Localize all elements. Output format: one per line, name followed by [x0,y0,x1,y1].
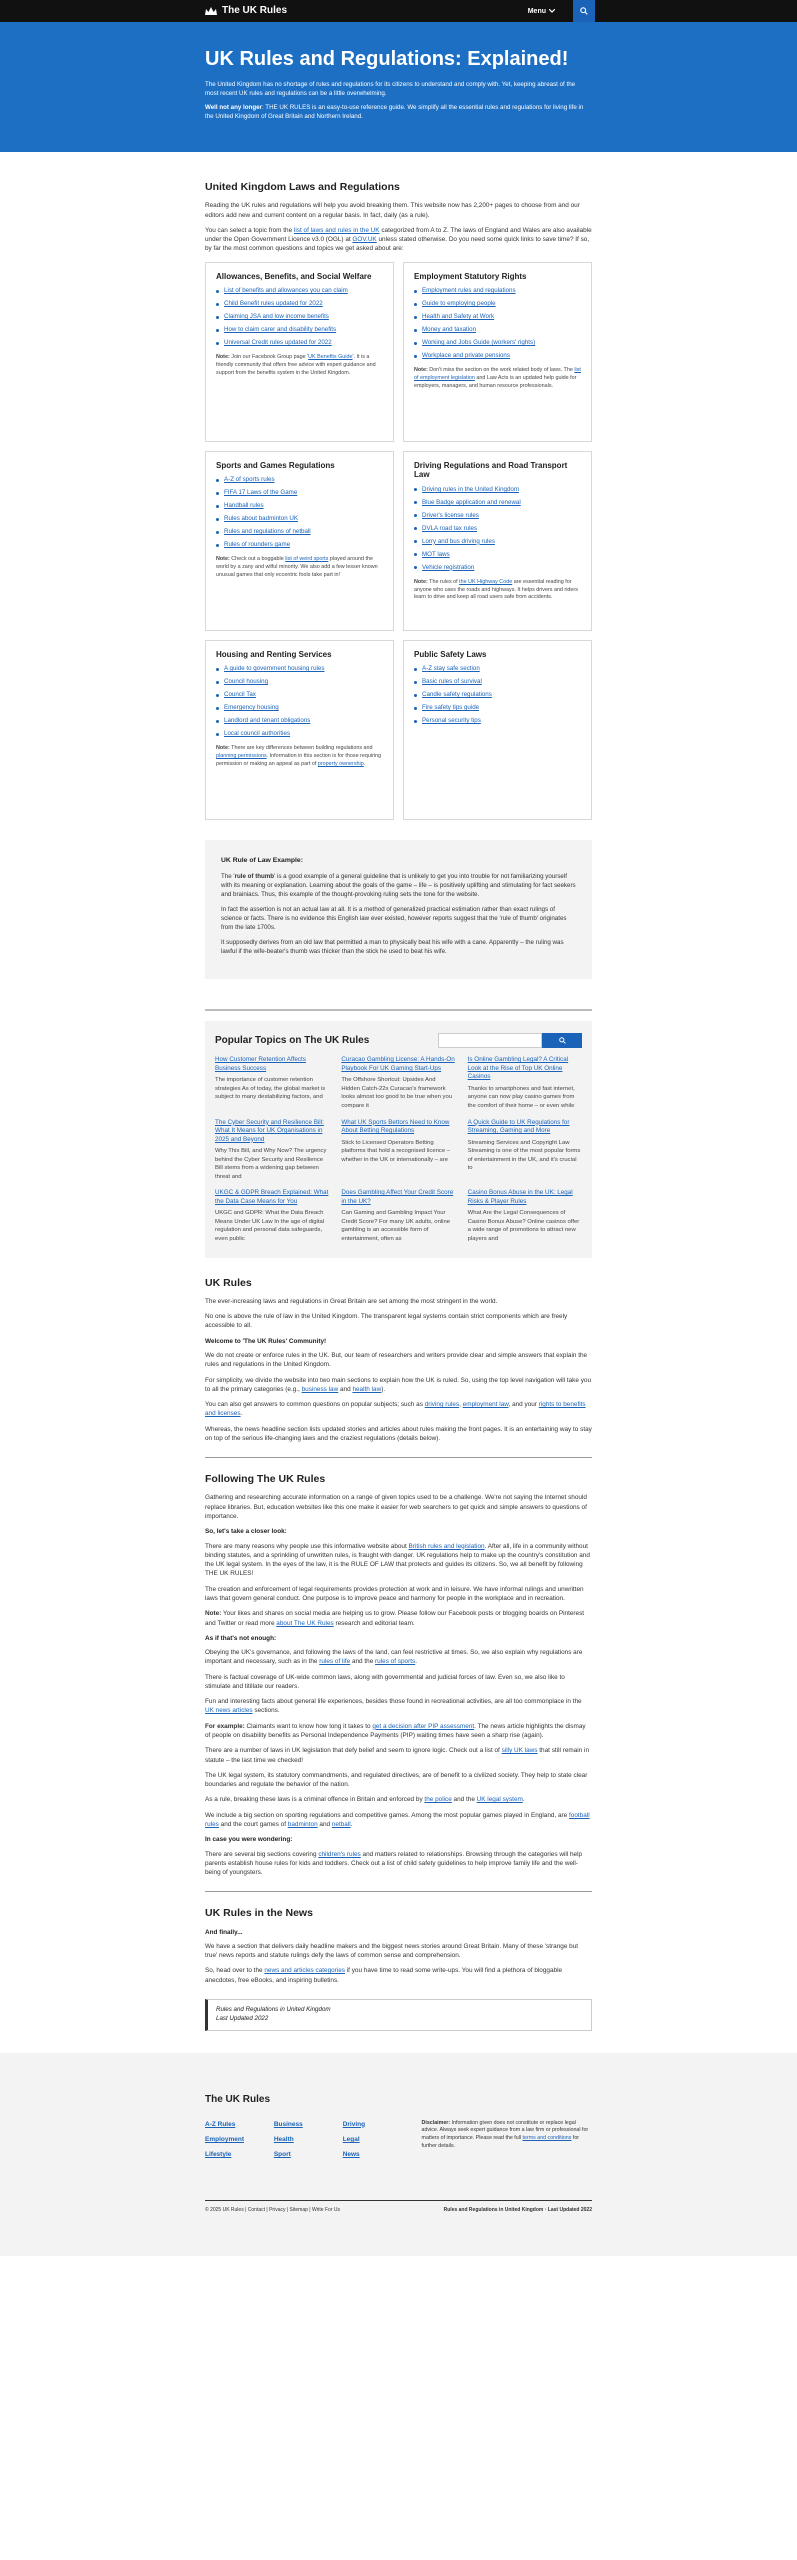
footer-link[interactable]: Business [273,2120,303,2128]
bold-term: rule of thumb [234,873,275,881]
paragraph: Gathering and researching accurate information on a range of given topics used to be a challenge. We're not saying the Internet should replace libraries. But, education websites like this one make it easier for web searchers to get quick and simple answers to questions of importance. [205,1494,587,1520]
text: that still remain in statute – the last time we checked! [205,1747,589,1764]
card-link[interactable]: Handball rules [224,502,264,510]
list-item [216,502,383,511]
text: . [240,1410,243,1418]
list-item [414,551,581,560]
popular-header [215,1033,582,1048]
rule-box-title: UK Rule of Law Example: [221,856,303,864]
subheading: In case you were wondering: [205,1836,293,1844]
topic-excerpt: Why This Bill, and Why Now? The urgency behind the Cyber Security and Resilience Bill stems from a widening gap between threat and [215,1148,327,1180]
text: , [459,1401,463,1409]
text: For simplicity, we divide the website into two main sections to explain how the UK is ruled. So, using the top level navigation will take you to all the primary categories (e.g., [205,1376,591,1393]
card-link[interactable]: Driving rules in the United Kingdom [422,485,519,493]
footer-column [343,2120,392,2166]
update-title: Rules and Regulations in United Kingdom [216,2006,331,2014]
list-item [216,678,383,687]
card-link[interactable]: Blue Badge application and renewal [422,498,521,506]
topic-item [215,1056,329,1110]
intro-paragraph-links [205,226,592,254]
paragraph [205,1966,592,1985]
police-link[interactable]: the police [424,1796,452,1804]
footer-link[interactable]: News [342,2151,360,2159]
crown-icon [205,7,217,16]
topic-item [341,1056,455,1110]
news-heading: UK Rules in the News [205,1907,313,1920]
paragraph [205,1697,592,1716]
text: UK regulations help to make up the country's constitution and the UK legal system. In the eyes of the law, it is the RULE OF LAW that protects and guides its citizens. So, we all benefit by following THE UK RULES! [205,1551,590,1578]
text: Obeying the UK's governance, and following the laws of the land, can feel restrictive at times. So, we also explain why regulations are important and necessary, such as in the [205,1649,583,1666]
silly-laws-link[interactable]: silly UK laws [501,1747,538,1755]
topic-item [215,1119,329,1182]
driving-rules-link[interactable]: driving rules [424,1401,460,1409]
topic-link[interactable]: A Quick Guide to UK Regulations for Streaming, Gaming and More [467,1118,570,1135]
list-item [216,541,383,550]
card-link[interactable]: Rules of rounders game [224,541,291,549]
list-item [414,300,581,309]
card-title: Driving Regulations and Road Transport Law [414,460,568,480]
hero-intro: The United Kingdom has no shortage of rules and regulations for its citizens to understand and comply with. Yet, keeping abreast of the most recent UK rules and regulations can be a little overwhelming. [205,81,576,98]
card-note [414,367,581,390]
text: As a rule, breaking these laws is a criminal offence in Britain and enforced by [205,1796,425,1804]
list-item [414,564,581,573]
topic-link[interactable]: Is Online Gambling Legal? A Critical Look at the Rise of Top UK Online Casinos [467,1056,569,1081]
hero-banner [0,22,797,152]
card-link[interactable]: Employment rules and regulations [422,287,516,295]
text: and [317,1821,332,1828]
govuk-link[interactable]: GOV.UK [352,236,377,244]
note-link[interactable]: planning permissions [216,752,267,759]
card-link[interactable]: Personal security tips [422,717,481,725]
text: Don't miss the section on the work related body of laws. The [427,367,575,374]
paragraph [205,1609,592,1628]
text: if you have time to read some write-ups. You will find a plethora of bloggable anecdotes, free eBooks, and inspiring bulletins. [205,1967,563,1984]
footer-links [205,2120,592,2166]
topic-excerpt: The importance of customer retention strategies As of today, the global market is subject to many destabilizing factors, and [215,1077,326,1101]
popular-title: Popular Topics on The UK Rules [215,1034,370,1046]
text: . After all, life in a community without binding statutes, and a sprinkling of unwritten rules, is fraught with danger. [205,1542,588,1559]
card-link[interactable]: Basic rules of survival [422,678,482,686]
topic-excerpt: Thanks to smartphones and fast internet, anyone can now play casino games from the comfort of their home – or even while [467,1085,575,1109]
card-benefits [205,262,394,442]
text: The ' [221,873,235,881]
paragraph: The creation and enforcement of legal requirements provides protection at work and in leisure. We have informal rulings and unwritten laws that govern general conduct. One purpose is to improve peace and harmony for people in the workplace and in recreation. [205,1585,584,1602]
text: Claimants want to know how long it takes to [244,1722,373,1730]
card-housing [205,640,394,820]
card-link-list [414,665,581,726]
note-link[interactable]: UK Benefits Guide [308,354,353,361]
menu-label: Menu [527,7,546,15]
topic-link[interactable]: What UK Sports Bettors Need to Know About Betting Regulations [341,1118,450,1135]
text: . [415,1658,417,1666]
following-heading: Following The UK Rules [205,1473,326,1486]
card-link-list [414,287,581,361]
site-logo[interactable] [205,4,287,19]
list-item [414,538,581,547]
page-title: UK Rules and Regulations: Explained! [205,48,569,70]
paragraph [205,1722,592,1741]
text: Information given does not constitute or replace legal advice. Always seek expert guidance from a law firm or professional for matters of importance. Please read the full [421,2119,589,2142]
footer-link[interactable]: Sport [273,2151,291,2159]
laws-list-link[interactable]: list of laws and rules in the UK [293,226,380,234]
card-link-list [216,287,383,348]
list-item [414,512,581,521]
subheading: And finally... [205,1928,243,1936]
list-item [216,730,383,739]
topic-excerpt: The Offshore Shortcut: Upsides And Hidden Catch-22s Curacao's framework looks almost too good to be true when you compare it [341,1077,453,1110]
paragraph: The ever-increasing laws and regulations in Great Britain are set among the most stringent in the world. [205,1297,498,1305]
footer-link[interactable]: A-Z Rules [205,2120,236,2128]
card-link[interactable]: How to claim carer and disability benefits [224,326,337,334]
paragraph: The UK legal system, its statutory commandments, and regulated directives, are of benefit to a civilized society. They help to state clear boundaries and regulate the behavior of the nation. [205,1771,588,1789]
text: sections. [252,1707,280,1715]
card-note [414,579,581,602]
topic-item [468,1189,582,1243]
note-label: Note: [414,578,428,585]
list-item [216,691,383,700]
card-link[interactable]: Workplace and private pensions [422,352,510,360]
employment-law-link[interactable]: employment law [462,1401,509,1409]
topic-item [341,1189,455,1243]
news-articles-link[interactable]: UK news articles [205,1707,253,1715]
card-link[interactable]: Lorry and bus driving rules [422,537,495,545]
benefits-link[interactable]: rights to benefits and licenses [205,1401,586,1418]
card-title: Sports and Games Regulations [216,460,335,470]
note-label: Note: [216,354,230,361]
pip-decision-link[interactable]: get a decision after PIP assessment [372,1722,475,1730]
text: There are many reasons why people use this informative website about [205,1542,409,1550]
footer-column [205,2120,254,2166]
card-sports [205,451,394,631]
paragraph [205,1542,592,1579]
section-divider [205,1457,592,1458]
rule-paragraph: In fact the assertion is not an actual law at all. It is a method of generalized practical estimation rather than exact rulings of science or facts. There is no evidence this English law ever existed, however reports suggest that the 'rule of thumb' originates from the late 1700s. [221,906,567,932]
text: Check out a boggable [229,556,286,563]
topic-item [341,1119,455,1182]
card-link[interactable]: Emergency housing [224,704,279,712]
section-divider [205,1009,592,1011]
list-item [414,678,581,687]
business-law-link[interactable]: business law [301,1385,339,1393]
text: Fun and interesting facts about general life experiences, besides those found in recreational activities, are all too commonplace in the [205,1698,582,1706]
text: categorized from A to Z. The laws of England and Wales are also available under the Open Government Licence v3.0 (OGL) at [205,226,592,244]
text: and matters related to relationships. Browsing through the categories will help parents establish house rules for kids and toddlers. Check out a list of child safety guidelines to help improve family life and the well-being of youngsters. [205,1850,583,1877]
text: You can select a topic from the [205,226,294,234]
text: . [363,760,366,767]
card-link[interactable]: Health and Safety at Work [422,313,495,321]
paragraph [205,1795,592,1804]
brand-name: The UK Rules [222,4,288,16]
topic-link[interactable]: UKGC & GDPR Breach Explained: What the Data Case Means for You [215,1189,329,1205]
text: There are several big sections covering [205,1850,319,1858]
topic-link[interactable]: Casino Bonus Abuse in the UK: Legal Risks & Player Rules [467,1189,573,1205]
example-label: For example: [205,1722,245,1730]
text: played around the world by a zany and wilful minority. We also add a few lesser known unusual games that only eccentric fools take part in! [216,556,378,578]
list-item [216,300,383,309]
note-link[interactable]: list of employment legislation [414,367,581,381]
subheading: So, let's take a closer look: [205,1528,287,1536]
search-button[interactable] [573,0,595,22]
chevron-down-icon [549,9,555,13]
card-link-list [216,476,383,550]
card-title: Employment Statutory Rights [414,271,527,281]
about-link[interactable]: about The UK Rules [276,1619,334,1627]
topic-item [468,1119,582,1182]
update-date: Last Updated 2022 [216,2015,269,2023]
card-link[interactable]: A-Z stay safe section [422,665,480,673]
card-link[interactable]: Local council authorities [224,730,291,738]
footer-link[interactable]: Driving [342,2120,366,2128]
list-item [216,665,383,674]
text: research and editorial team. [333,1619,415,1627]
search-icon [559,1037,566,1044]
footer-updated: Rules and Regulations in United Kingdom · Last Updated 2022 [443,2206,592,2213]
list-item [414,691,581,700]
text: Your likes and shares on social media are helping us to grow. Please follow our Facebook posts or blogging boards on Pinterest and Twitter or read more [205,1610,585,1627]
paragraph [205,1746,592,1765]
footer-link[interactable]: Health [273,2135,294,2143]
footer-link[interactable]: Lifestyle [205,2151,232,2159]
topic-link[interactable]: The Cyber Security and Resilience Bill: What It Means for UK Organisations in 2025 and Beyond [215,1118,324,1143]
rule-paragraph: It supposedly derives from an old law that permitted a man to physically beat his wife with a cane. Apparently – the ruling was lawful if the wife-beater's thumb was thicker than the stick he used to beat his wife. [221,939,564,956]
card-link[interactable]: Guide to employing people [422,300,496,308]
topic-item [215,1189,329,1243]
search-input[interactable] [438,1033,542,1048]
topic-excerpt: Can Gaming and Gambling Impact Your Credit Score? For many UK adults, online gambling is an accessible form of entertainment, often as [341,1210,451,1243]
list-item [414,313,581,322]
card-link[interactable]: Universal Credit rules updated for 2022 [224,339,332,347]
footer-column [274,2120,323,2166]
netball-link[interactable]: netball [331,1821,351,1828]
topic-link[interactable]: Does Gambling Affect Your Credit Score in the UK? [341,1189,454,1205]
footer-title: The UK Rules [205,2094,271,2105]
list-item [414,499,581,508]
text: We include a big section on sporting regulations and competitive games. Among the most popular games played in England, are [205,1811,570,1819]
card-link[interactable]: MOT laws [422,550,450,558]
top-actions [520,0,797,22]
list-item [414,287,581,296]
paragraph: We do not create or enforce rules in the UK. But, our team of researchers and writers provide clear and simple answers that explain the rules and regulations in the United Kingdom. [205,1351,588,1369]
card-link[interactable]: Landlord and tenant obligations [224,717,311,725]
list-item [414,486,581,495]
list-item [216,704,383,713]
text: and [338,1385,353,1393]
card-link-list [216,665,383,739]
card-note [216,556,383,579]
list-item [414,326,581,335]
list-item [414,665,581,674]
menu-button[interactable] [520,0,563,22]
card-note [216,354,383,377]
list-item [216,287,383,296]
legal-system-link[interactable]: UK legal system [476,1796,523,1804]
list-item [414,525,581,534]
text: unless stated otherwise. Do you need some quick links to save time? If so, by far the most common questions and topics we get asked about are: [205,236,590,253]
health-law-link[interactable]: health law [352,1385,382,1393]
note-label: Note: [205,1610,222,1618]
card-link[interactable]: Rules about badminton UK [224,515,298,523]
card-title: Housing and Renting Services [216,649,332,659]
topic-item [468,1056,582,1110]
note-link[interactable]: the UK Highway Code [459,578,513,585]
top-navigation-bar [0,0,797,22]
section-divider [205,1891,592,1892]
card-link[interactable]: Fire safety tips guide [422,704,480,712]
note-label: Note: [216,556,230,563]
card-link[interactable]: DVLA road tax rules [422,524,478,532]
topic-excerpt: UKGC and GDPR: What the Data Breach Means Under UK Law In the age of digital regulation and personal data safeguards, even public [215,1210,325,1243]
text: '. It is a friendly community that offers free advice with expert guidance and support from the benefits system in the United Kingdom. [216,354,376,376]
text: , and your [508,1401,539,1409]
card-link[interactable]: Child Benefit rules updated for 2022 [224,300,323,308]
text: and the [451,1796,477,1804]
card-link[interactable]: Council housing [224,678,269,686]
footer-link[interactable]: Employment [205,2135,245,2143]
note-link[interactable]: list of weird sports [285,556,329,563]
hero-bold-lead: Well not any longer [205,103,262,111]
subheading: As if that's not enough: [205,1634,277,1642]
paragraph: We have a section that delivers daily headline makers and the biggest news stories around Great Britain. Many of these 'strange but true' news reports and statute rulings defy the laws of common sense and comprehension. [205,1942,579,1960]
card-link[interactable]: List of benefits and allowances you can claim [224,287,348,295]
list-item [216,489,383,498]
text: . Information in this section is for those requiring permission or making an appeal as part of [216,752,382,767]
badminton-link[interactable]: badminton [287,1821,318,1828]
card-link[interactable]: Money and taxation [422,326,477,334]
paragraph: There is factual coverage of UK-wide common laws, along with governmental and judicial forces of law. Even so, we also like to stimulate and titillate our readers. [205,1673,565,1690]
topic-link[interactable]: How Customer Retention Affects Business Success [215,1056,306,1072]
paragraph: Whereas, the news headline section lists updated stories and articles about rules making the front pages. It is an entertaining way to stay on top of the serious life-changing laws and the craziest regulations (details below). [205,1425,592,1442]
note-link[interactable]: property ownership [317,760,364,767]
childrens-rules-link[interactable]: children's rules [318,1850,361,1858]
disclaimer-label: Disclaimer: [421,2119,451,2126]
text: are essential reading for anyone who uses the roads and highways. It helps drivers and riders learn to drive and keep all road users safe from accidents. [414,578,578,601]
text: . [522,1796,525,1804]
list-item [414,339,581,348]
copyright-links[interactable]: © 2025 UK Rules | Contact | Privacy | Sitemap | Write For Us [205,2206,340,2213]
list-item [414,717,581,726]
list-item [216,339,383,348]
text: There are key differences between building regulations and [229,745,373,752]
list-item [216,515,383,524]
paragraph [205,1648,592,1667]
text: and Law Acts is an updated help guide for employers, managers, and human resource professionals. [414,374,577,389]
card-title: Allowances, Benefits, and Social Welfare [216,271,372,281]
list-item [216,326,383,335]
intro-paragraph: Reading the UK rules and regulations will help you avoid breaking them. This website now has 2,200+ pages to choose from and our editors add new and current content on a regular basis. In fact, daily (as a rule). [205,202,580,219]
card-link[interactable]: A-Z of sports rules [224,476,275,484]
note-label: Note: [414,367,428,374]
topic-excerpt: What Are the Legal Consequences of Casino Bonus Abuse? Online casinos offer a wide range of promotions to attract new players and [467,1210,580,1243]
card-public-safety [403,640,592,820]
intro-heading: United Kingdom Laws and Regulations [205,181,400,193]
text: Join our Facebook Group page ' [229,354,309,361]
news-categories-link[interactable]: news and articles categories [264,1967,345,1975]
card-driving [403,451,592,631]
list-item [414,352,581,361]
topic-excerpt: Stick to Licensed Operators Betting platforms that hold a recognised licence – whether in the UK or internationally – are [341,1139,451,1163]
search-icon [580,7,588,15]
text: . [350,1821,353,1828]
rule-of-law-example [205,840,592,980]
card-link[interactable]: Driver's license rules [422,511,479,519]
rule-paragraph [221,873,576,900]
paragraph: No one is above the rule of law in the United Kingdom. The transparent legal systems contain strict components which are freely accessible to all. [205,1313,568,1330]
list-item [216,476,383,485]
text: ). [381,1385,386,1393]
paragraph [205,1400,592,1419]
welcome-heading: Welcome to 'The UK Rules' Community! [205,1337,327,1345]
text: for further details. [421,2135,580,2150]
text: and the court games of [218,1821,288,1828]
site-footer [0,2053,797,2256]
list-item [414,704,581,713]
text: ' is a good example of a general guideline that is unlikely to get you into trouble for not familiarizing yourself with its meaning or explanation. Learning about the goals of the game – life – is positively uplifting and stimulating for fact seekers and brainiacs. Thus, this example of the thought-provoking ruling sets the tone for the website. [221,873,576,899]
hero-subintro [205,103,590,122]
card-link[interactable]: Vehicle registration [422,563,475,571]
paragraph [205,1850,592,1878]
paragraph [205,1376,592,1395]
uk-rules-heading: UK Rules [205,1276,252,1289]
popular-search [438,1033,582,1048]
text: . The news article highlights the dismay of people on disability benefits as Personal Independence Payments (PIP) waiting times have seen a sharp rise (again). [205,1722,586,1740]
search-submit-button[interactable] [542,1033,582,1048]
rules-of-life-link[interactable]: rules of life [319,1658,351,1666]
footer-disclaimer [422,2120,592,2166]
card-employment [403,262,592,442]
list-item [216,313,383,322]
card-link[interactable]: Candle safety regulations [422,691,492,699]
last-updated-box [205,1999,592,2031]
topic-excerpt: Streaming Services and Copyright Law Streaming is one of the most popular forms of entertainment in the UK, and it's crucial to [467,1139,581,1172]
footer-link[interactable]: Legal [342,2135,360,2143]
card-link[interactable]: FIFA 17 Laws of the Game [224,489,298,497]
card-link[interactable]: Working and Jobs Guide (workers' rights) [422,339,536,347]
list-item [216,717,383,726]
card-link[interactable]: Claiming JSA and low income benefits [224,313,329,321]
topic-link[interactable]: Curacao Gambling License: A Hands-On Playbook For UK Gaming Start-Ups [341,1056,455,1072]
card-link[interactable]: Council Tax [224,691,256,699]
hero-subintro-text: : THE UK RULES is an easy-to-use reference guide. We simplify all the essential rules and regulations for living life in the United Kingdom of Great Britain and Northern Ireland. [205,103,584,120]
football-rules-link[interactable]: football rules [205,1811,590,1828]
note-label: Note: [216,745,230,752]
topic-cards-grid [205,262,592,820]
card-note [216,745,383,768]
text: So, head over to the [205,1967,265,1975]
card-link[interactable]: Rules and regulations of netball [224,528,311,536]
terms-link[interactable]: terms and conditions [522,2135,572,2142]
paragraph [205,1811,592,1830]
footer-bottom-bar [205,2200,592,2214]
popular-grid [215,1056,582,1243]
text: The rules of [427,578,460,585]
british-rules-link[interactable]: British rules and legislation [408,1542,485,1550]
rules-of-sports-link[interactable]: rules of sports [375,1658,416,1666]
card-link-list [414,486,581,573]
main-content [0,180,797,2031]
list-item [216,528,383,537]
text: You can also get answers to common questions on popular subjects; such as [205,1401,425,1409]
card-link[interactable]: A guide to government housing rules [224,665,325,673]
text: and the [350,1658,376,1666]
text: There are a number of laws in UK legislation that defy belief and seem to ignore logic. Check out a list of [205,1747,502,1755]
popular-topics [205,1021,592,1257]
card-title: Public Safety Laws [414,649,487,659]
